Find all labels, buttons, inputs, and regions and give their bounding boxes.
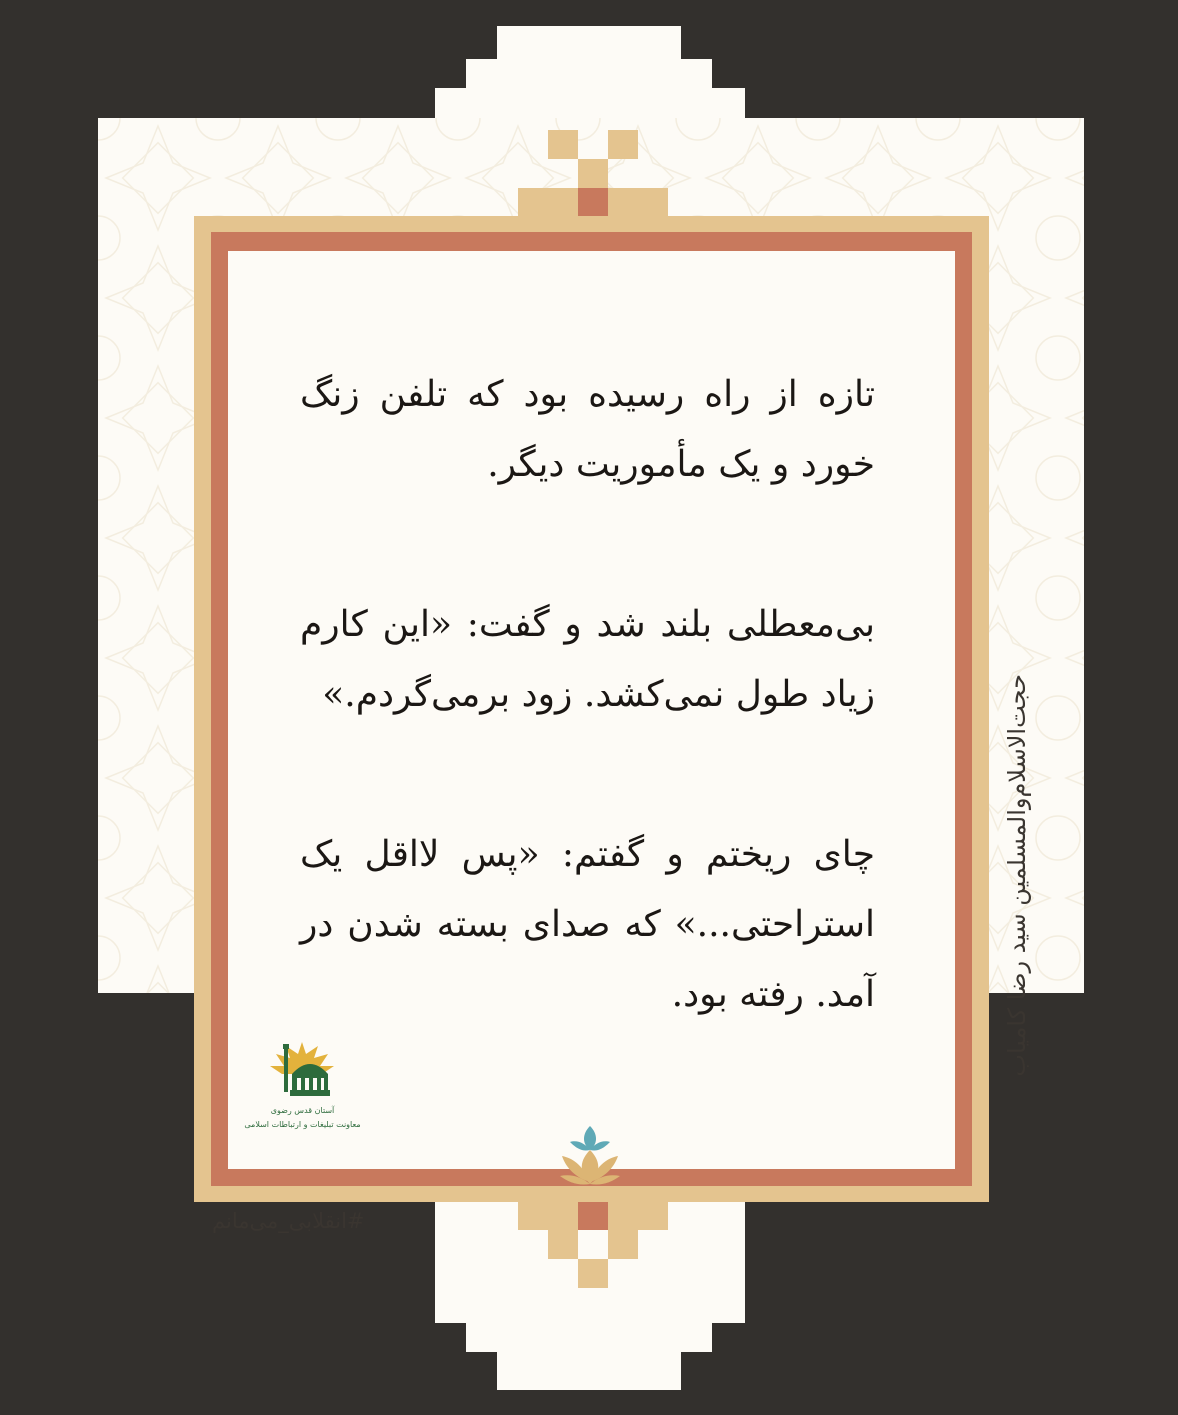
card-bottom-step-3 (497, 1350, 681, 1390)
ornament-bottom-block (608, 1230, 638, 1259)
ornament-bottom-block (548, 1230, 578, 1259)
card-top-step-3 (435, 88, 745, 120)
ornament-bottom-block (608, 1202, 668, 1230)
ornament-top-block (608, 188, 668, 216)
author-credit-text: حجت‌الاسلام‌والمسلمین سید رضا کامیاب (1003, 673, 1031, 1077)
logo-caption (240, 1104, 365, 1132)
ornament-top-block-center (578, 188, 608, 216)
logo-caption-line-1: آستان قدس رضوی (270, 1106, 335, 1115)
card-top-step-1 (497, 26, 681, 61)
author-credit (1003, 673, 1031, 1077)
ornament-bottom-block (518, 1202, 578, 1230)
card-bottom-step-2 (466, 1321, 712, 1352)
ornament-bottom-block-center (578, 1202, 608, 1230)
ornament-top-block (548, 130, 578, 159)
paragraph-2: بی‌معطلی بلند شد و گفت: «این کارم زیاد طول نمی‌کشد. زود برمی‌گردم.» (300, 604, 875, 715)
ornament-bottom-block (578, 1259, 608, 1288)
card-top-step-2 (466, 59, 712, 90)
organization-logo (240, 1040, 365, 1152)
story-text (300, 360, 875, 1030)
logo-caption-line-2: معاونت تبلیغات و ارتباطات اسلامی (244, 1120, 361, 1129)
ornament-top-block (578, 159, 608, 188)
hashtag: #انقلابی_می‌مانم (212, 1209, 365, 1233)
mosque-logo-icon (240, 1040, 365, 1110)
lotus-ornament-icon (554, 1120, 626, 1190)
paragraph-3: چای ریختم و گفتم: «پس لااقل یک استراحتی...» که صدای بسته شدن در آمد. رفته بود. (300, 834, 875, 1015)
paragraph-1: تازه از راه رسیده بود که تلفن زنگ خورد و یک مأموریت دیگر. (300, 374, 875, 485)
ornament-top-block (608, 130, 638, 159)
ornament-top-block (518, 188, 578, 216)
